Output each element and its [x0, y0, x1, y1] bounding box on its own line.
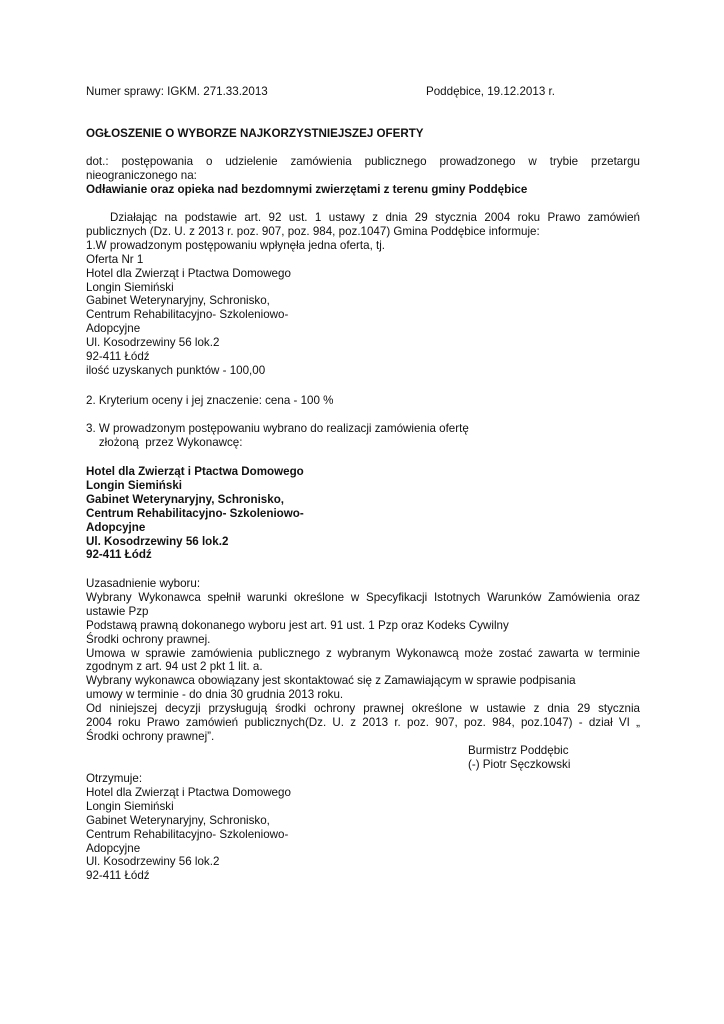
- intro-line: publicznych (Dz. U. z 2013 r. poz. 907, poz. 984, poz.1047) Gmina Poddębice informuje:: [86, 224, 540, 238]
- intro-paragraph: [86, 211, 640, 378]
- signature-title: Burmistrz Poddębic: [468, 744, 569, 757]
- place-date: Poddębice, 19.12.2013 r.: [426, 85, 555, 98]
- recipient-line: Longin Siemiński: [86, 799, 174, 813]
- offer-line: Hotel dla Zwierząt i Ptactwa Domowego: [86, 266, 291, 280]
- offer-label: Oferta Nr 1: [86, 252, 144, 266]
- contractor-line: Adopcyjne: [86, 520, 146, 534]
- offer-line: Ul. Kosodrzewiny 56 lok.2: [86, 336, 220, 350]
- justification-line: Umowa w sprawie zamówienia publicznego z wybranym Wykonawcą może zostać zawarta w terminie: [86, 646, 640, 660]
- offer-points: ilość uzyskanych punktów - 100,00: [86, 363, 266, 377]
- section3-block: [86, 422, 640, 450]
- contractor-line: Gabinet Weterynaryjny, Schronisko,: [86, 492, 285, 506]
- signature-block: [468, 744, 570, 772]
- justification-line: 2004 roku Prawo zamówień publicznych(Dz. U. z 2013 r. poz. 907, poz. 984, poz.1047) - dział VI „: [86, 716, 640, 730]
- justification-line: Od niniejszej decyzji przysługują środki ochrony prawnej określone w ustawie z dnia 29 stycznia: [86, 702, 640, 716]
- evaluation-criterion: 2. Kryterium oceny i jej znaczenie: cena - 100 %: [86, 394, 334, 407]
- justification-line: Podstawą prawną dokonanego wyboru jest art. 91 ust. 1 Pzp oraz Kodeks Cywilny: [86, 618, 509, 632]
- recipient-line: Hotel dla Zwierząt i Ptactwa Domowego: [86, 785, 291, 799]
- justification-line: Wybrany Wykonawca spełnił warunki określone w Specyfikacji Istotnych Warunków Zamówienia oraz: [86, 590, 640, 604]
- recipient-line: 92-411 Łódź: [86, 869, 150, 883]
- recipient-line: Ul. Kosodrzewiny 56 lok.2: [86, 855, 220, 869]
- justification-block: [86, 577, 640, 744]
- recipients-block: [86, 772, 640, 883]
- offer-line: 92-411 Łódź: [86, 350, 150, 364]
- contractor-line: Longin Siemiński: [86, 478, 182, 492]
- justification-line: ustawie Pzp: [86, 604, 149, 618]
- intro-line: Działając na podstawie art. 92 ust. 1 ustawy z dnia 29 stycznia 2004 roku Prawo zamówień: [110, 211, 640, 224]
- document-title: OGŁOSZENIE O WYBORZE NAJKORZYSTNIEJSZEJ OFERTY: [86, 127, 424, 140]
- justification-line: Środki ochrony prawnej.: [86, 632, 211, 646]
- section3-line: złożoną przez Wykonawcę:: [86, 435, 243, 449]
- offer-line: Longin Siemiński: [86, 280, 174, 294]
- signature-name: (-) Piotr Sęczkowski: [468, 757, 571, 771]
- justification-heading: Uzasadnienie wyboru:: [86, 577, 201, 590]
- subject-block: [86, 155, 640, 197]
- recipient-line: Adopcyjne: [86, 841, 141, 855]
- selected-contractor: [86, 465, 640, 562]
- subject-line: nieograniczonego na:: [86, 168, 197, 182]
- justification-line: zgodnym z art. 94 ust 2 pkt 1 lit. a.: [86, 660, 263, 674]
- offer-line: Gabinet Weterynaryjny, Schronisko,: [86, 294, 270, 308]
- section1-heading: 1.W prowadzonym postępowaniu wpłynęła jedna oferta, tj.: [86, 238, 386, 252]
- contractor-line: Hotel dla Zwierząt i Ptactwa Domowego: [86, 465, 304, 478]
- recipients-heading: Otrzymuje:: [86, 772, 143, 785]
- contract-name: Odławianie oraz opieka nad bezdomnymi zwierzętami z terenu gminy Poddębice: [86, 182, 528, 196]
- justification-line: umowy w terminie - do dnia 30 grudnia 2013 roku.: [86, 688, 344, 702]
- justification-line: Środki ochrony prawnej”.: [86, 729, 215, 743]
- offer-line: Adopcyjne: [86, 322, 141, 336]
- offer-line: Centrum Rehabilitacyjno- Szkoleniowo-: [86, 308, 289, 322]
- case-number: Numer sprawy: IGKM. 271.33.2013: [86, 85, 268, 98]
- subject-line: dot.: postępowania o udzielenie zamówienia publicznego prowadzonego w trybie przetargu: [86, 155, 640, 168]
- contractor-line: 92-411 Łódź: [86, 548, 152, 562]
- recipient-line: Centrum Rehabilitacyjno- Szkoleniowo-: [86, 827, 289, 841]
- contractor-line: Centrum Rehabilitacyjno- Szkoleniowo-: [86, 506, 304, 520]
- contractor-line: Ul. Kosodrzewiny 56 lok.2: [86, 534, 229, 548]
- recipient-line: Gabinet Weterynaryjny, Schronisko,: [86, 813, 270, 827]
- section3-line: 3. W prowadzonym postępowaniu wybrano do realizacji zamówienia ofertę: [86, 422, 469, 435]
- justification-line: Wybrany wykonawca obowiązany jest skontaktować się z Zamawiającym w sprawie podpisania: [86, 674, 576, 688]
